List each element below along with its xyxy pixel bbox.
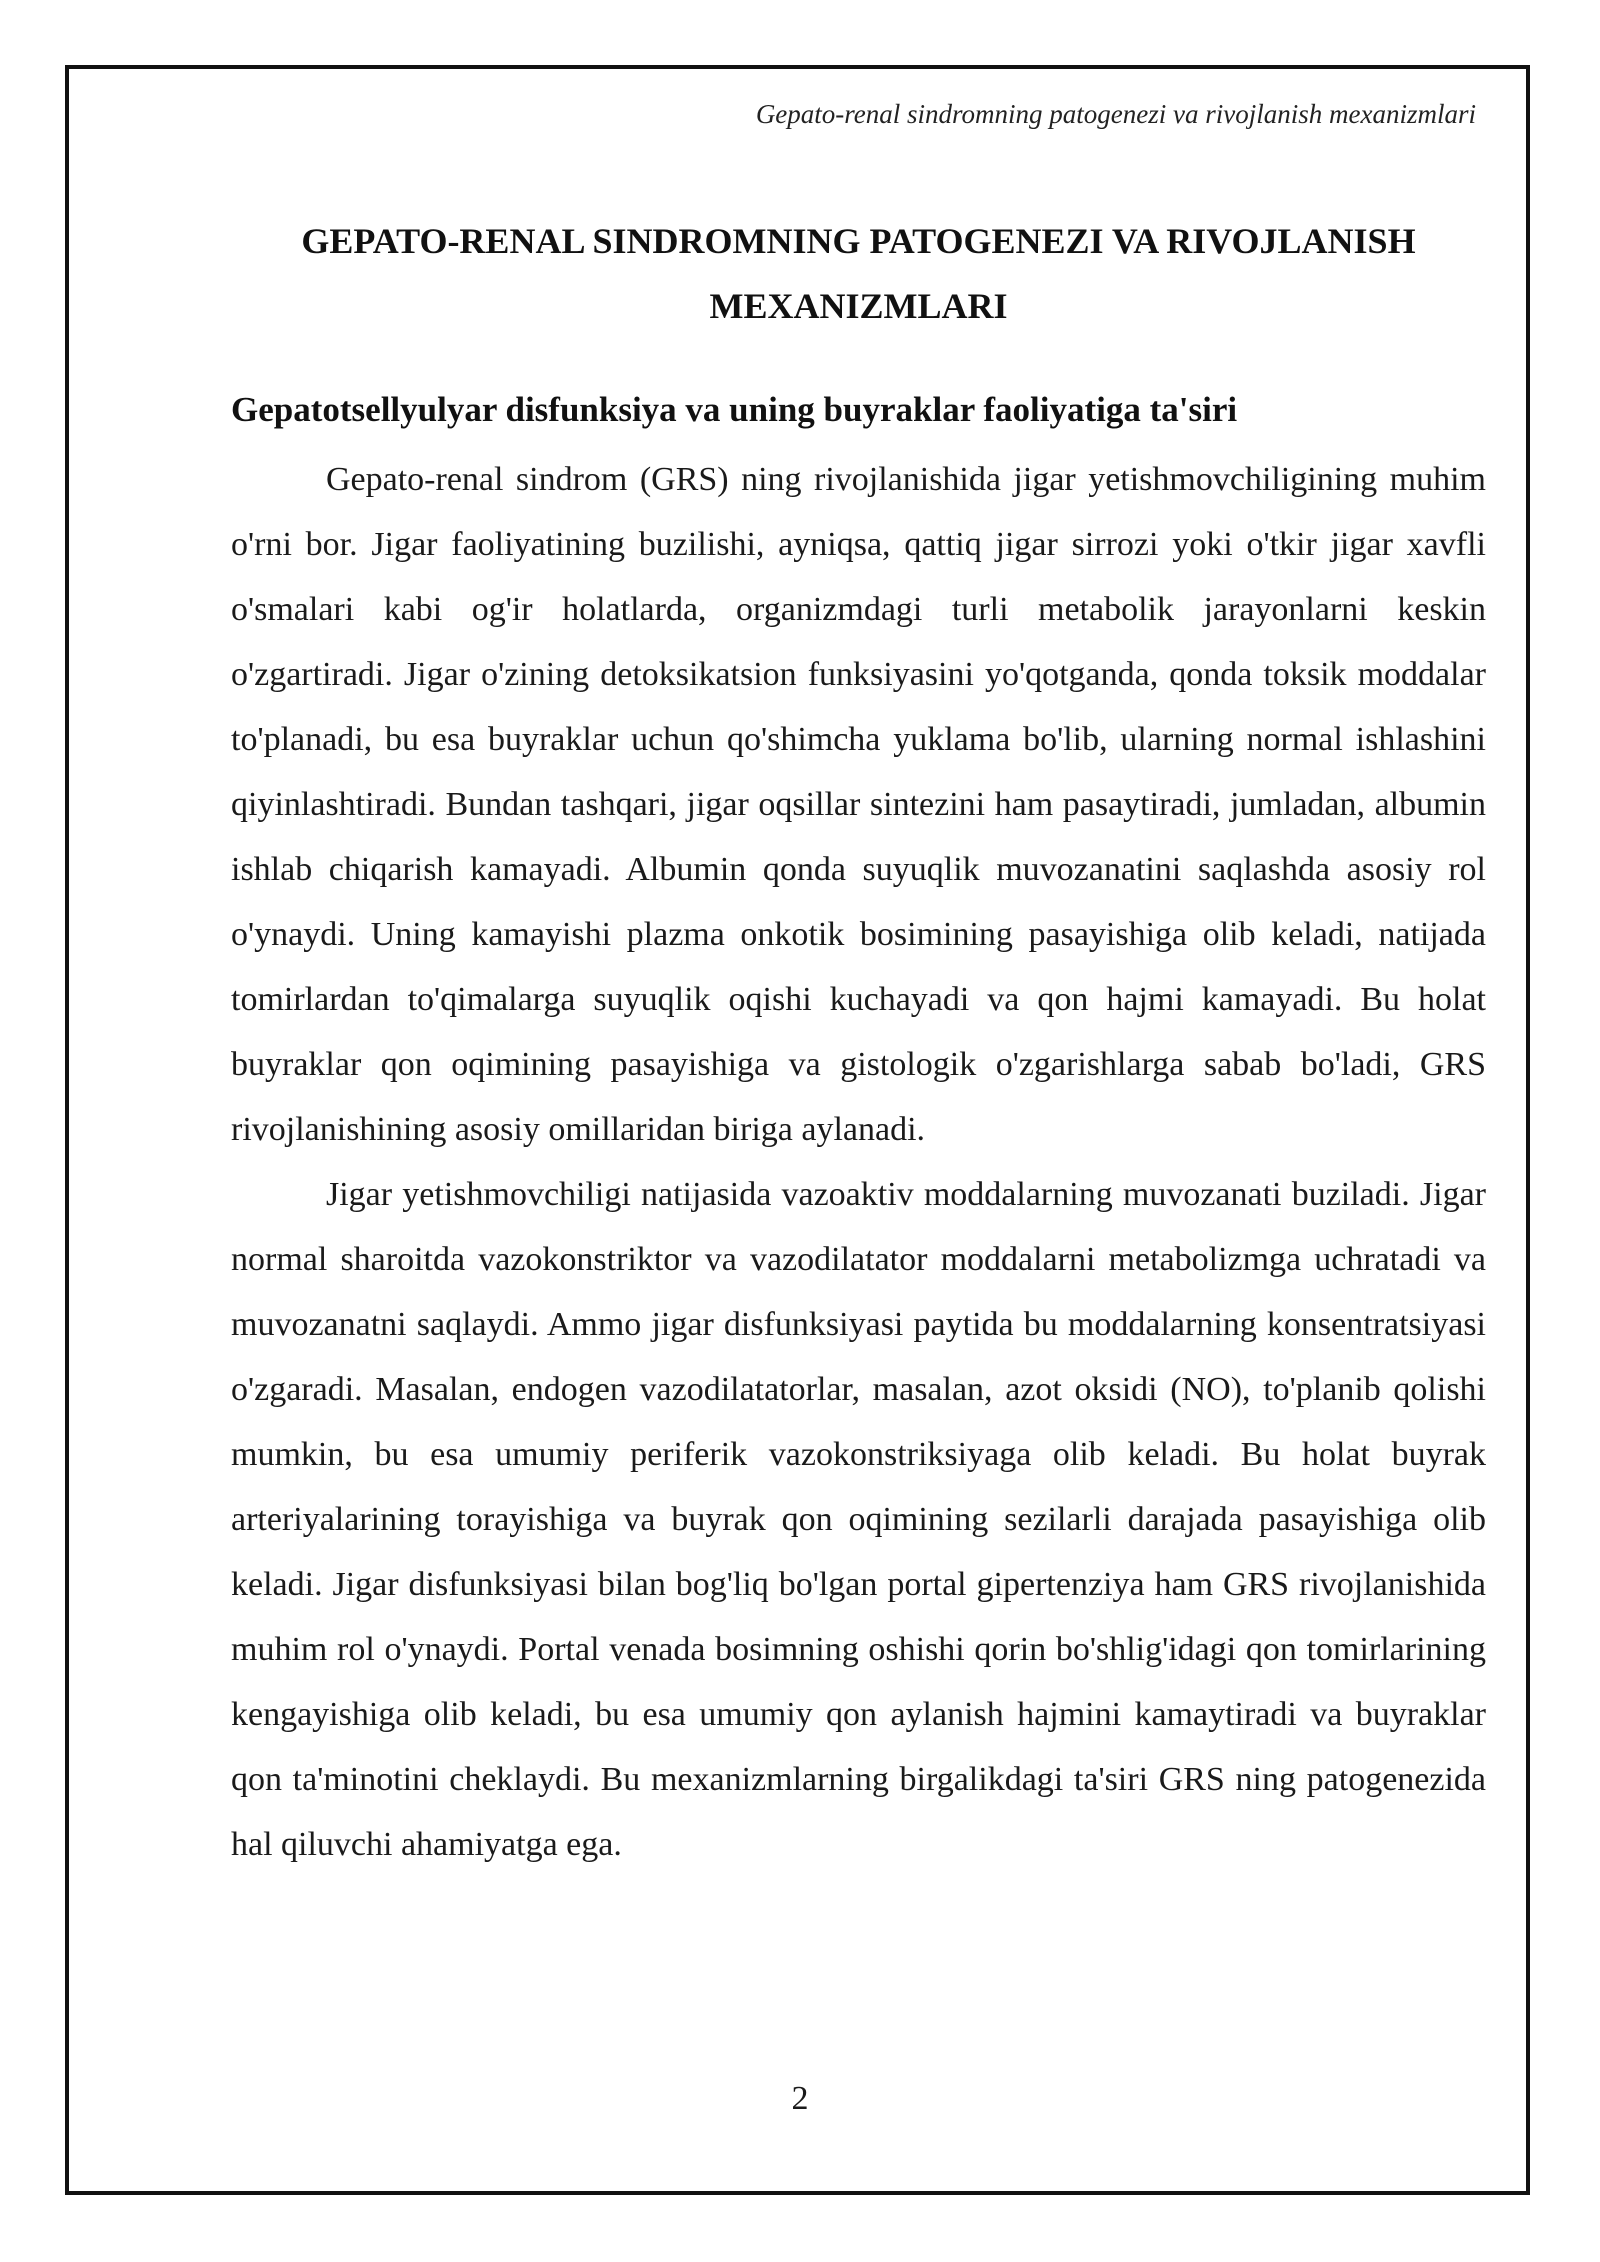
page-number: 2 <box>791 2080 809 2117</box>
page-frame <box>65 65 1530 2195</box>
running-header: Gepato-renal sindromning patogenezi va rivojlanish mexanizmlari <box>755 99 1476 129</box>
document-title: GEPATO-RENAL SINDROMNING PATOGENEZI VA RIVOJLANISH MEXANIZMLARI <box>301 221 1416 326</box>
section-heading: Gepatotsellyulyar disfunksiya va uning buyraklar faoliyatiga ta'siri <box>231 390 1238 429</box>
page-content <box>231 209 1486 1877</box>
body-paragraph-1: Gepato-renal sindrom (GRS) ning rivojlanishida jigar yetishmovchiligining muhim o'rni bor. Jigar faoliyatining buzilishi, ayniqsa, qattiq jigar sirrozi yoki o'tkir jigar xavfli o'smalari kabi og'ir holatlarda, organizmdagi turli metabolik jarayonlarni keskin o'zgartiradi. Jigar o'zining detoksikatsion funksiyasini yo'qotganda, qonda toksik moddalar to'planadi, bu esa buyraklar uchun qo'shimcha yuklama bo'lib, ularning normal ishlashini qiyinlashtiradi. Bundan tashqari, jigar oqsillar sintezini ham pasaytiradi, jumladan, albumin ishlab chiqarish kamayadi. Albumin qonda suyuqlik muvozanatini saqlashda asosiy rol o'ynaydi. Uning kamayishi plazma onkotik bosimining pasayishiga olib keladi, natijada tomirlardan to'qimalarga suyuqlik oqishi kuchayadi va qon hajmi kamayadi. Bu holat buyraklar qon oqimining pasayishiga va gistologik o'zgarishlarga sabab bo'ladi, GRS rivojlanishining asosiy omillaridan biriga aylanadi. <box>231 461 1486 1148</box>
body-paragraph-2: Jigar yetishmovchiligi natijasida vazoaktiv moddalarning muvozanati buziladi. Jigar normal sharoitda vazokonstriktor va vazodilatator moddalarni metabolizmga uchratadi va muvozanatni saqlaydi. Ammo jigar disfunksiyasi paytida bu moddalarning konsentratsiyasi o'zgaradi. Masalan, endogen vazodilatatorlar, masalan, azot oksidi (NO), to'planib qolishi mumkin, bu esa umumiy periferik vazokonstriksiyaga olib keladi. Bu holat buyrak arteriyalarining torayishiga va buyrak qon oqimining sezilarli darajada pasayishiga olib keladi. Jigar disfunksiyasi bilan bog'liq bo'lgan portal gipertenziya ham GRS rivojlanishida muhim rol o'ynaydi. Portal venada bosimning oshishi qorin bo'shlig'idagi qon tomirlarining kengayishiga olib keladi, bu esa umumiy qon aylanish hajmini kamaytiradi va buyraklar qon ta'minotini cheklaydi. Bu mexanizmlarning birgalikdagi ta'siri GRS ning patogenezida hal qiluvchi ahamiyatga ega. <box>231 1176 1486 1863</box>
